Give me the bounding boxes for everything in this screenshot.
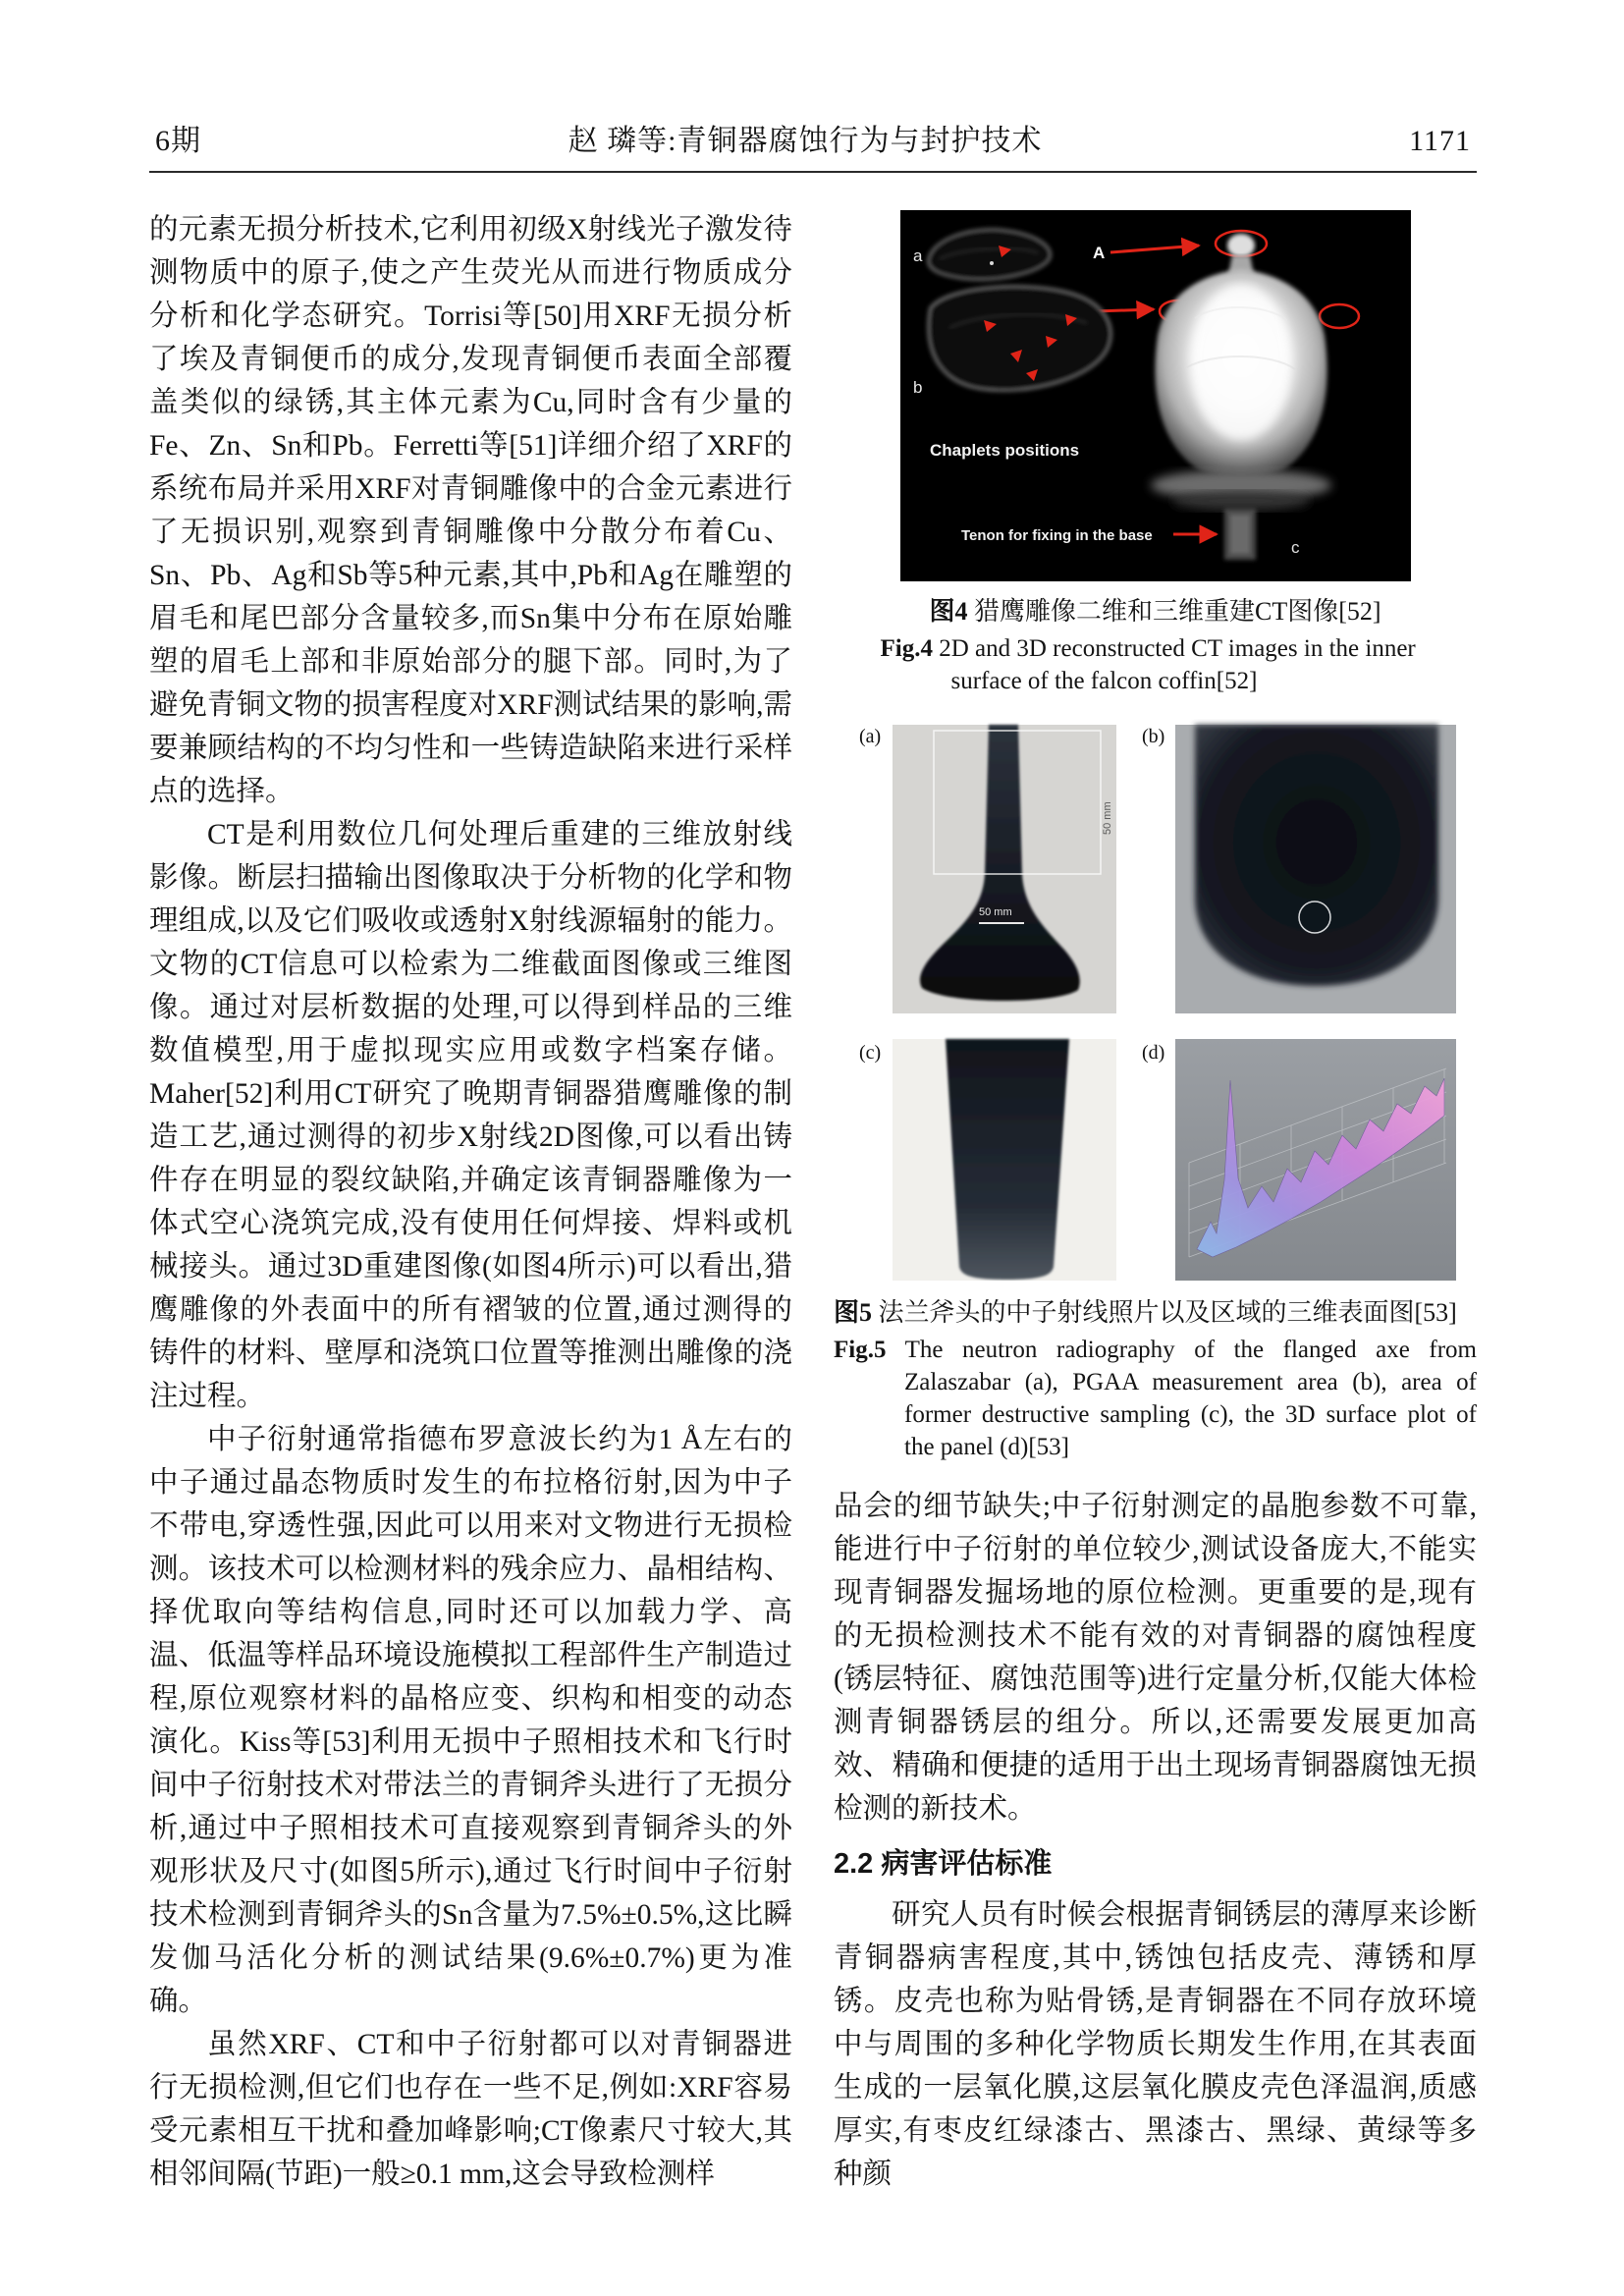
figure4-caption-cn-label: 图4 xyxy=(929,597,968,626)
figure4-caption-cn xyxy=(834,593,1477,630)
fig5-sampling-area-shape xyxy=(946,1039,1069,1280)
figure5-caption-en-label: Fig.5 xyxy=(834,1337,887,1363)
figure5-image xyxy=(851,719,1460,1281)
fig5-blade-shape xyxy=(1195,725,1438,986)
body-paragraph: 研究人员有时候会根据青铜锈层的薄厚来诊断青铜器病害程度,其中,锈蚀包括皮壳、薄锈和厚锈。皮壳也称为贴骨锈,是青铜器在不同存放环境中与周围的多种化学物质长期发生作用,在其表面生成的一层氧化膜,这层氧化膜皮壳色泽温润,质感厚实,有枣皮红绿漆古、黑漆古、黑绿、黄绿等多种颜 xyxy=(834,1899,1477,2190)
fig5-panel-b-label: (b) xyxy=(1141,726,1164,747)
issue-label: 6期 xyxy=(155,125,201,157)
body-paragraph: CT是利用数位几何处理后重建的三维放射线影像。断层扫描输出图像取决于分析物的化学和物理组成,以及它们吸收或透射X射线源辐射的能力。文物的CT信息可以检索为二维截面图像或三维图像。通过对层析数据的处理,可以得到样品的三维数值模型,用于虚拟现实应用或数字档案存储。Maher[52]利用CT研究了晚期青铜器猎鹰雕像的制造工艺,通过测得的初步X射线2D图像,可以看出铸件存在明显的裂纹缺陷,并确定该青铜器雕像为一体式空心浇筑完成,没有使用任何焊接、焊料或机械接头。通过3D重建图像(如图4所示)可以看出,猎鹰雕像的外表面中的所有褶皱的位置,通过测得的铸件的材料、壁厚和浇筑口位置等推测出雕像的浇注过程。 xyxy=(149,819,792,1412)
page-header xyxy=(149,116,1477,173)
fig4-label-c: c xyxy=(1290,538,1299,557)
fig5-panel-c-label: (c) xyxy=(858,1042,881,1064)
section-heading-2-2: 2.2 病害评估标准 xyxy=(834,1848,1053,1880)
body-paragraph: 中子衍射通常指德布罗意波长约为1 Å左右的中子通过晶态物质时发生的布拉格衍射,因为中子不带电,穿透性强,因此可以用来对文物进行无损检测。该技术可以检测材料的残余应力、晶相结构、择优取向等结构信息,同时还可以加载力学、高温、低温等样品环境设施模拟工程部件生产制造过程,原位观察材料的晶格应变、织构和相变的动态演化。Kiss等[53]利用无损中子照相技术和飞行时间中子衍射技术对带法兰的青铜斧头进行了无损分析,通过中子照相技术可直接观察到青铜斧头的外观形状及尺寸(如图5所示),通过飞行时间中子衍射技术检测到青铜斧头的Sn含量为7.5%±0.5%,这比瞬发伽马活化分析的测试结果(9.6%±0.7%)更为准确。 xyxy=(149,1424,792,2017)
fig4-label-b: b xyxy=(912,378,922,397)
fig4-label-A: A xyxy=(1092,244,1105,262)
fig5-panel-c xyxy=(893,1039,1116,1281)
figure4-caption-cn-text: 猎鹰雕像二维和三维重建CT图像[52] xyxy=(973,597,1381,626)
right-column xyxy=(834,208,1477,2196)
fig4-label-a: a xyxy=(912,246,922,265)
figure4-caption-en-text: 2D and 3D reconstructed CT images in the inner surface of the falcon coffin[52] xyxy=(939,635,1416,694)
fig5-scale-label-vertical: 50 mm xyxy=(1101,801,1113,835)
body-paragraph: 的元素无损分析技术,它利用初级X射线光子激发待测物质中的原子,使之产生荧光从而进行物质成分分析和化学态研究。Torrisi等[50]用XRF无损分析了埃及青铜便币的成分,发现青铜便币表面全部覆盖类似的绿锈,其主体元素为Cu,同时含有少量的Fe、Zn、Sn和Pb。Ferretti等[51]详细介绍了XRF的系统布局并采用XRF对青铜雕像中的合金元素进行了无损识别,观察到青铜雕像中分散分布着Cu、Sn、Pb、Ag和Sb等5种元素,其中,Pb和Ag在雕塑的眉毛和尾巴部分含量较多,而Sn集中分布在原始雕塑的眉毛上部和非原始部分的腿下部。同时,为了避免青铜文物的损害程度对XRF测试结果的影响,需要兼顾结构的不均匀性和一些铸造缺陷来进行采样点的选择。 xyxy=(149,214,792,807)
body-paragraph: 虽然XRF、CT和中子衍射都可以对青铜器进行无损检测,但它们也存在一些不足,例如:XRF容易受元素相互干扰和叠加峰影响;CT像素尺寸较大,其相邻间隔(节距)一般≥0.1 mm,这会导致检测样 xyxy=(149,2029,792,2190)
figure4-caption-en-label: Fig.4 xyxy=(880,635,933,662)
body-paragraph: 品会的细节缺失;中子衍射测定的晶胞参数不可靠,能进行中子衍射的单位较少,测试设备庞大,不能实现青铜器发掘场地的原位检测。更重要的是,现有的无损检测技术不能有效的对青铜器的腐蚀程度(锈层特征、腐蚀范围等)进行定量分析,仅能大体检测青铜器锈层的组分。所以,还需要发展更加高效、精确和便捷的适用于出土现场青铜器腐蚀无损检测的新技术。 xyxy=(834,1491,1477,1825)
fig5-panel-b xyxy=(1175,725,1456,1013)
fig4-tenon-label: Tenon for fixing in the base xyxy=(960,527,1153,544)
figure4-block xyxy=(834,210,1477,697)
fig4-chaplets-label: Chaplets positions xyxy=(929,441,1079,460)
fig5-panel-d-label: (d) xyxy=(1141,1042,1164,1064)
fig5-panel-a xyxy=(893,725,1116,1013)
figure5-block xyxy=(834,719,1477,1463)
fig5-scale-label: 50 mm xyxy=(978,906,1012,918)
figure5-caption-cn-label: 图5 xyxy=(834,1298,873,1327)
figure4-caption-en xyxy=(881,632,1431,697)
two-column-body xyxy=(149,208,1477,2196)
fig5-panel-a-label: (a) xyxy=(858,726,881,747)
figure5-caption-cn-text: 法兰斧头的中子射线照片以及区域的三维表面图[53] xyxy=(878,1298,1457,1327)
fig5-panel-d xyxy=(1175,1039,1456,1281)
figure5-caption-en xyxy=(834,1334,1477,1463)
figure4-image xyxy=(900,210,1411,581)
figure5-caption-cn xyxy=(834,1294,1477,1332)
left-column xyxy=(149,208,792,2196)
figure5-caption-en-text: The neutron radiography of the flanged axe from Zalaszabar (a), PGAA measurement area (b), area of former destructive sampling (c), the 3D surface plot of the panel (d)[53] xyxy=(904,1337,1477,1460)
running-title: 赵 璘等:青铜器腐蚀行为与封护技术 xyxy=(568,125,1043,157)
page-number: 1171 xyxy=(1409,125,1471,157)
red-arrow-B-icon xyxy=(1095,309,1154,311)
